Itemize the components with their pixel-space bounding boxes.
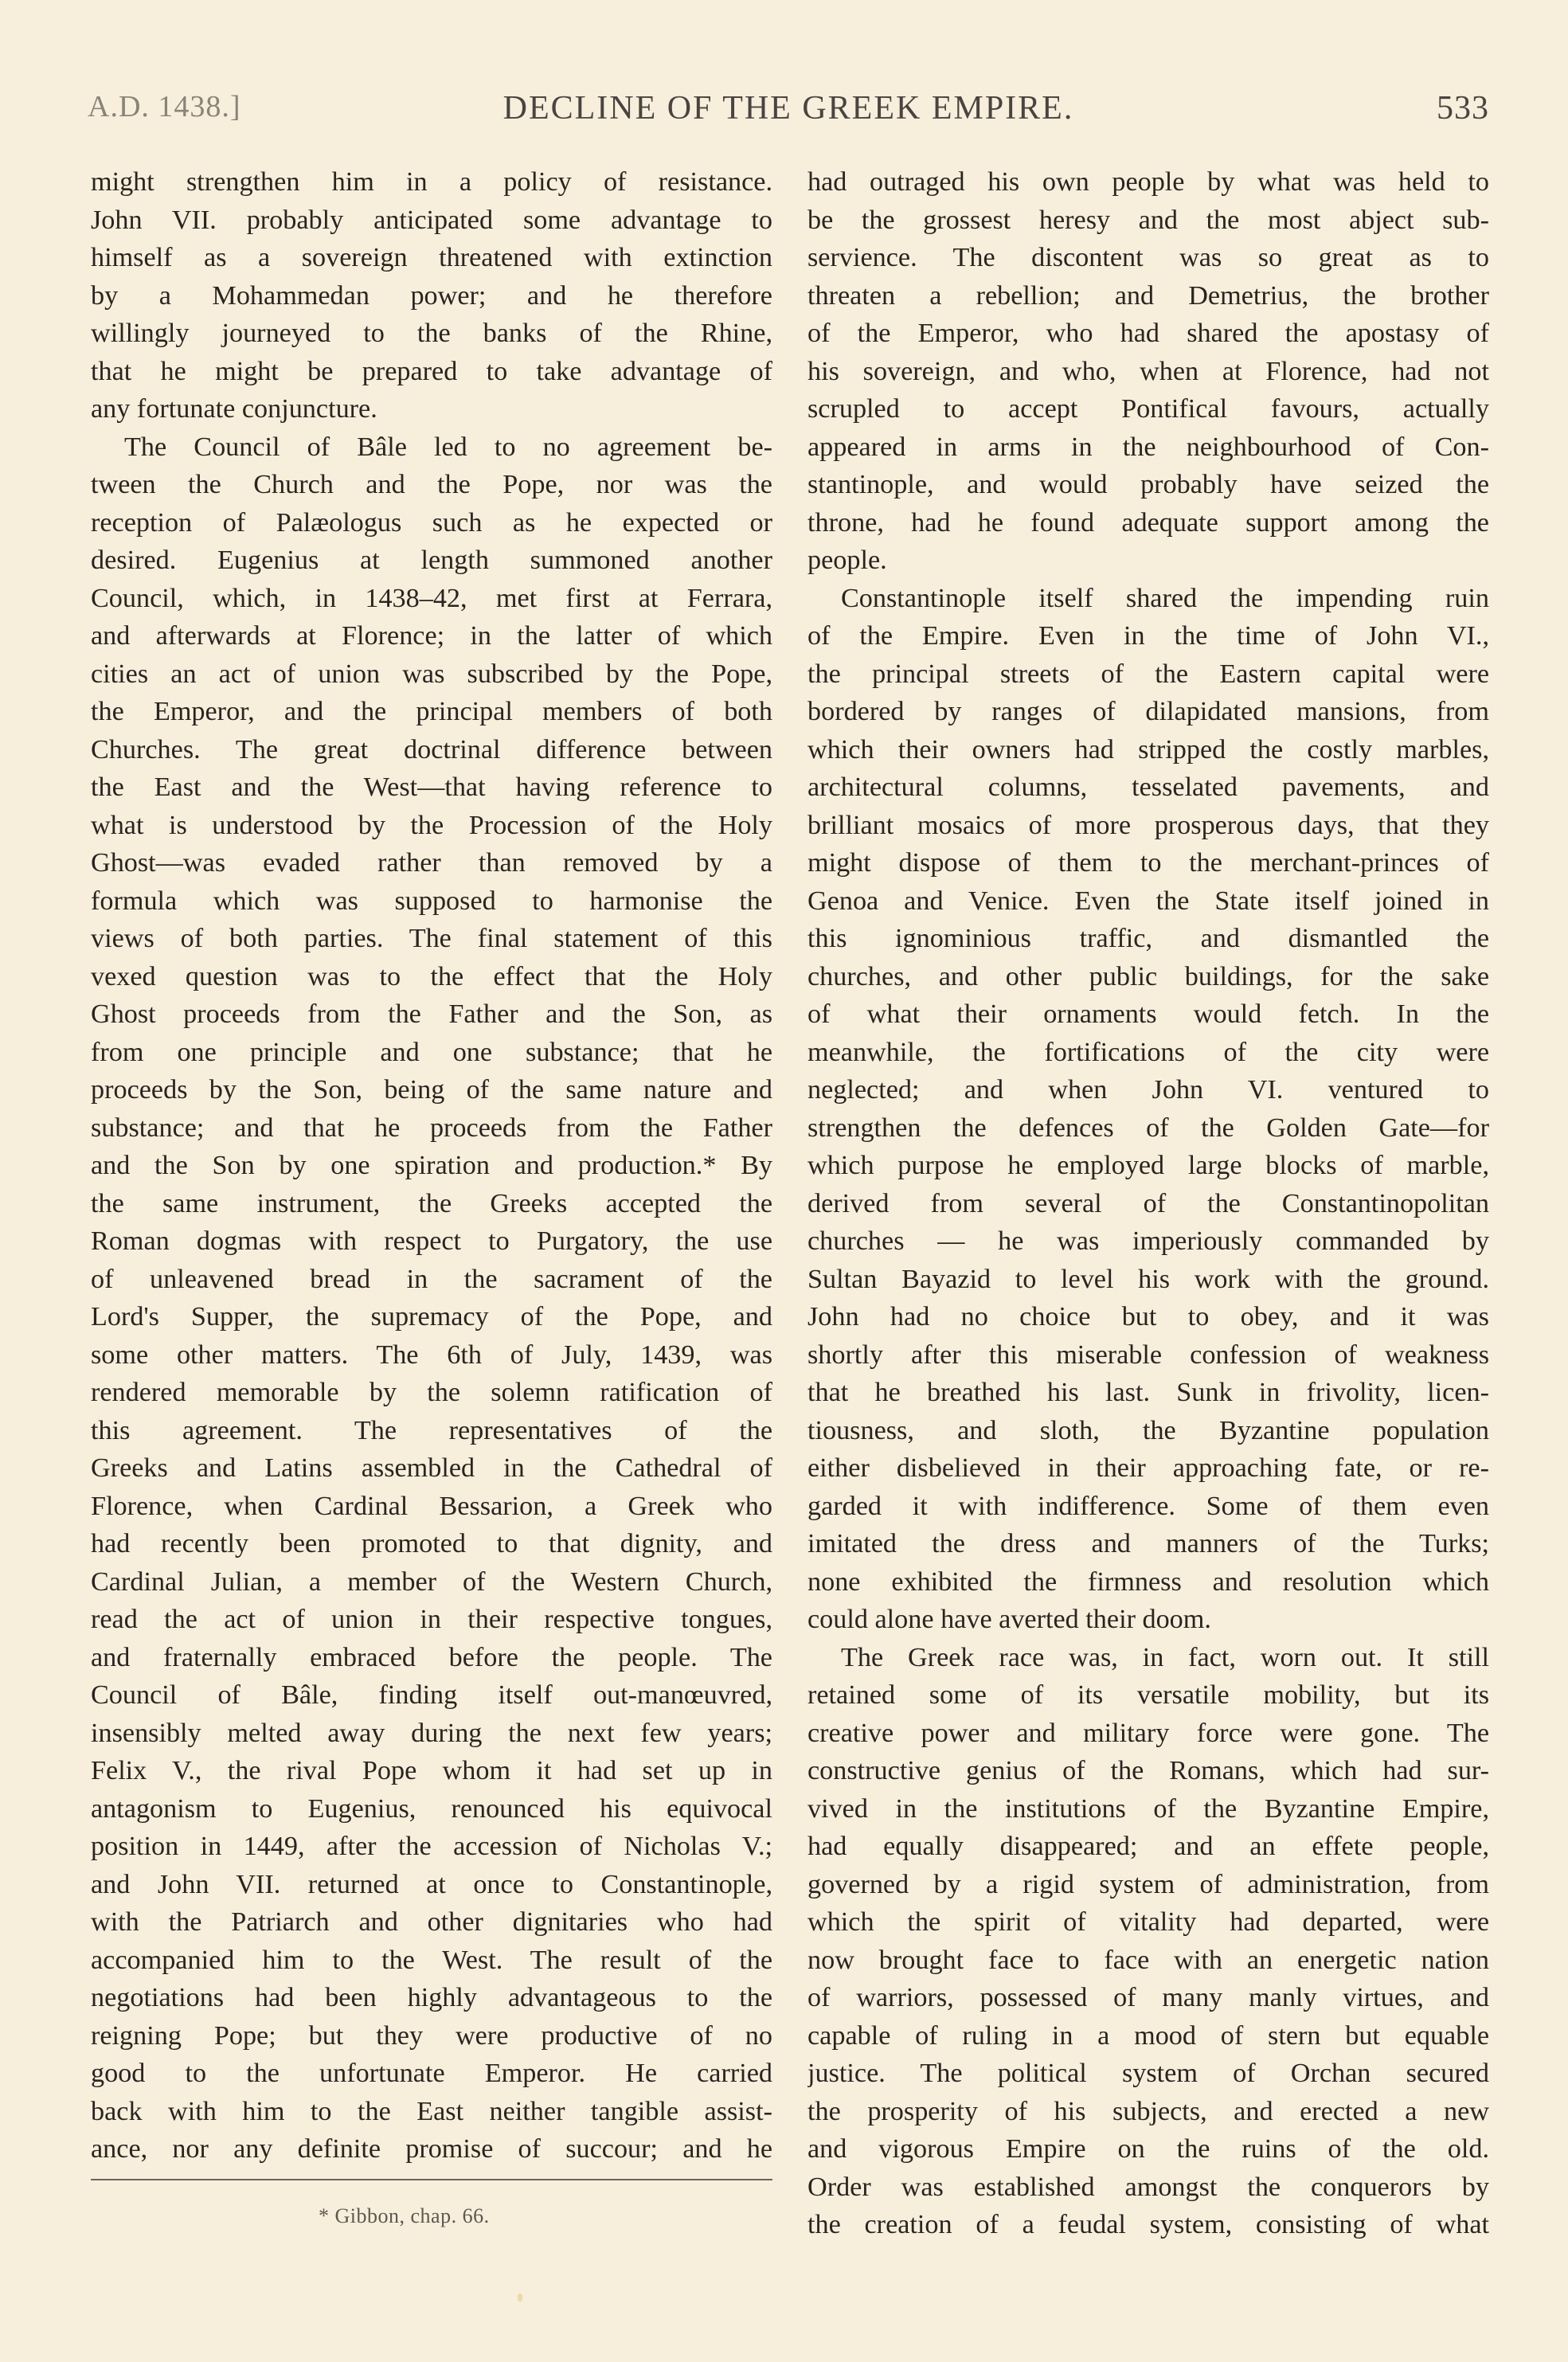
right-column-line: of what their ornaments would fetch. In the <box>807 999 1489 1029</box>
left-column-line: accompanied him to the West. The result of the <box>91 1945 772 1975</box>
right-column-line: John had no choice but to obey, and it was <box>807 1302 1489 1332</box>
left-column-line: might strengthen him in a policy of resistance. <box>91 167 772 197</box>
right-column-line: that he breathed his last. Sunk in frivolity, licen- <box>807 1378 1489 1407</box>
left-column-line: antagonism to Eugenius, renounced his equivocal <box>91 1793 772 1824</box>
right-column-line: people. <box>807 546 887 575</box>
left-column-line: willingly journeyed to the banks of the Rhine, <box>91 319 772 348</box>
right-column-line: and vigorous Empire on the ruins of the old. <box>807 2134 1489 2164</box>
left-text-column <box>91 163 772 2168</box>
left-column-line: Cardinal Julian, a member of the Western Church, <box>91 1566 772 1597</box>
left-column-line: any fortunate conjuncture. <box>91 394 377 424</box>
right-column-line: brilliant mosaics of more prosperous days, that they <box>807 810 1489 840</box>
left-column-line: tween the Church and the Pope, nor was the <box>91 470 772 499</box>
left-column-line: some other matters. The 6th of July, 1439, was <box>91 1339 772 1370</box>
left-column-line: negotiations had been highly advantageous to the <box>91 1983 772 2012</box>
left-column-line: the same instrument, the Greeks accepted the <box>91 1188 772 1218</box>
left-column-line: rendered memorable by the solemn ratification of <box>91 1378 772 1407</box>
right-column-line: the principal streets of the Eastern capital were <box>807 659 1489 689</box>
left-column-line: insensibly melted away during the next few years; <box>91 1718 772 1748</box>
left-column-line: desired. Eugenius at length summoned another <box>91 546 772 575</box>
right-column-line: throne, had he found adequate support among the <box>807 507 1489 538</box>
right-column-line: tiousness, and sloth, the Byzantine population <box>807 1415 1489 1445</box>
right-column-line: imitated the dress and manners of the Turks; <box>807 1529 1489 1558</box>
left-column-line: Ghost—was evaded rather than removed by a <box>91 848 772 878</box>
left-column-line: of unleavened bread in the sacrament of the <box>91 1264 772 1294</box>
left-column-line: ance, nor any definite promise of succour; and he <box>91 2134 772 2164</box>
left-column-line: vexed question was to the effect that the Holy <box>91 961 772 991</box>
right-column-line: had equally disappeared; and an effete people, <box>807 1832 1489 1861</box>
right-column-line: the creation of a feudal system, consisting of what <box>807 2210 1489 2239</box>
right-column-line: churches, and other public buildings, for the sake <box>807 961 1489 991</box>
right-column-line: had outraged his own people by what was held to <box>807 167 1489 197</box>
right-column-line: derived from several of the Constantinopolitan <box>807 1188 1489 1218</box>
right-column-line: this ignominious traffic, and dismantled the <box>807 924 1489 953</box>
right-column-line: which purpose he employed large blocks of marble, <box>807 1151 1489 1180</box>
right-column-line: of warriors, possessed of many manly virtues, and <box>807 1983 1489 2012</box>
left-column-line: position in 1449, after the accession of Nicholas V.; <box>91 1832 772 1861</box>
left-column-line: Ghost proceeds from the Father and the Son, as <box>91 999 772 1029</box>
left-column-line: himself as a sovereign threatened with extinction <box>91 243 772 272</box>
left-column-line: read the act of union in their respective tongues, <box>91 1605 772 1634</box>
left-column-line: Greeks and Latins assembled in the Cathedral of <box>91 1453 772 1483</box>
right-column-line: governed by a rigid system of administration, from <box>807 1869 1489 1899</box>
left-column-line: back with him to the East neither tangible assist- <box>91 2096 772 2126</box>
right-column-line: architectural columns, tesselated pavements, and <box>807 772 1489 802</box>
left-column-line: and afterwards at Florence; in the latter of which <box>91 621 772 651</box>
right-column-line: scrupled to accept Pontifical favours, actually <box>807 394 1489 424</box>
right-column-line: churches — he was imperiously commanded by <box>807 1226 1489 1256</box>
left-column-line: with the Patriarch and other dignitaries who had <box>91 1907 772 1937</box>
left-column-line: this agreement. The representatives of the <box>91 1415 772 1445</box>
paper-speck <box>518 2294 522 2301</box>
left-column-line: Council of Bâle, finding itself out-manœuvred, <box>91 1680 772 1710</box>
right-column-line: strengthen the defences of the Golden Gate—for <box>807 1113 1489 1143</box>
left-column-line: substance; and that he proceeds from the Father <box>91 1113 772 1143</box>
right-column-line: servience. The discontent was so great as to <box>807 243 1489 272</box>
left-column-line: reigning Pope; but they were productive of no <box>91 2020 772 2051</box>
left-column-line: Council, which, in 1438–42, met first at Ferrara, <box>91 583 772 613</box>
right-column-line: neglected; and when John VI. ventured to <box>807 1075 1489 1105</box>
page-title: DECLINE OF THE GREEK EMPIRE. <box>502 90 1074 127</box>
header-date: A.D. 1438.] <box>88 90 241 123</box>
left-column-line: proceeds by the Son, being of the same nature and <box>91 1075 772 1105</box>
page-number: 533 <box>1437 90 1489 127</box>
right-column-line: of the Empire. Even in the time of John VI., <box>807 621 1489 651</box>
right-column-line: none exhibited the firmness and resolution which <box>807 1566 1489 1597</box>
right-column-line: appeared in arms in the neighbourhood of Con- <box>807 432 1489 462</box>
left-column-line: and fraternally embraced before the people. The <box>91 1642 772 1672</box>
right-column-line: constructive genius of the Romans, which had sur- <box>807 1756 1489 1785</box>
left-column-line: cities an act of union was subscribed by the Pope, <box>91 659 772 689</box>
right-column-line: stantinople, and would probably have seized the <box>807 470 1489 499</box>
left-column-line: the East and the West—that having reference to <box>91 772 772 802</box>
right-column-line: retained some of its versatile mobility, but its <box>807 1680 1489 1710</box>
right-column-line: Genoa and Venice. Even the State itself joined in <box>807 886 1489 916</box>
left-column-line: and John VII. returned at once to Constantinople, <box>91 1869 772 1899</box>
right-column-line: of the Emperor, who had shared the apostasy of <box>807 319 1489 348</box>
right-column-line: The Greek race was, in fact, worn out. It still <box>841 1642 1489 1672</box>
left-column-line: Churches. The great doctrinal difference between <box>91 734 772 765</box>
left-column-line: reception of Palæologus such as he expected or <box>91 507 772 538</box>
right-column-line: which the spirit of vitality had departed, were <box>807 1907 1489 1937</box>
right-column-line: garded it with indifference. Some of them even <box>807 1491 1489 1521</box>
left-column-line: from one principle and one substance; that he <box>91 1037 772 1067</box>
right-column-line: his sovereign, and who, when at Florence, had not <box>807 356 1489 386</box>
right-column-line: be the grossest heresy and the most abject sub- <box>807 205 1489 235</box>
right-column-line: could alone have averted their doom. <box>807 1605 1211 1634</box>
left-column-line: Roman dogmas with respect to Purgatory, the use <box>91 1226 772 1256</box>
left-column-line: formula which was supposed to harmonise the <box>91 886 772 916</box>
right-column-line: Sultan Bayazid to level his work with the ground. <box>807 1264 1489 1294</box>
left-column-line: views of both parties. The final statement of this <box>91 924 772 953</box>
right-column-line: either disbelieved in their approaching fate, or re- <box>807 1453 1489 1483</box>
left-column-line: what is understood by the Procession of the Holy <box>91 810 772 840</box>
left-column-line: Felix V., the rival Pope whom it had set up in <box>91 1756 772 1785</box>
left-column-line: Lord's Supper, the supremacy of the Pope, and <box>91 1302 772 1332</box>
right-column-line: Constantinople itself shared the impending ruin <box>841 583 1489 613</box>
right-column-line: creative power and military force were gone. The <box>807 1718 1489 1748</box>
right-column-line: bordered by ranges of dilapidated mansions, from <box>807 697 1489 726</box>
left-column-line: good to the unfortunate Emperor. He carried <box>91 2059 772 2088</box>
footnote-rule <box>91 2179 772 2180</box>
right-column-line: the prosperity of his subjects, and erected a new <box>807 2096 1489 2126</box>
left-column-line: John VII. probably anticipated some advantage to <box>91 205 772 235</box>
left-column-line: that he might be prepared to take advantage of <box>91 356 772 386</box>
right-column-line: now brought face to face with an energetic nation <box>807 1945 1489 1975</box>
running-header <box>88 89 1489 137</box>
left-column-line: The Council of Bâle led to no agreement be- <box>124 432 772 462</box>
right-column-line: vived in the institutions of the Byzantine Empire, <box>807 1793 1489 1824</box>
left-column-line: had recently been promoted to that dignity, and <box>91 1529 772 1558</box>
right-column-line: threaten a rebellion; and Demetrius, the brother <box>807 280 1489 311</box>
right-column-line: meanwhile, the fortifications of the city were <box>807 1037 1489 1067</box>
right-column-line: Order was established amongst the conquerors by <box>807 2172 1489 2202</box>
right-column-line: might dispose of them to the merchant-princes of <box>807 848 1489 878</box>
left-column-line: Florence, when Cardinal Bessarion, a Greek who <box>91 1491 772 1521</box>
right-column-line: which their owners had stripped the costly marbles, <box>807 734 1489 765</box>
right-text-column <box>807 163 1489 2244</box>
left-column-line: by a Mohammedan power; and he therefore <box>91 280 772 311</box>
left-column-line: and the Son by one spiration and production.* By <box>91 1151 772 1180</box>
footnote: * Gibbon, chap. 66. <box>319 2204 490 2227</box>
left-column-line: the Emperor, and the principal members of both <box>91 697 772 726</box>
right-column-line: justice. The political system of Orchan secured <box>807 2059 1489 2088</box>
right-column-line: shortly after this miserable confession of weakness <box>807 1339 1489 1370</box>
right-column-line: capable of ruling in a mood of stern but equable <box>807 2020 1489 2051</box>
